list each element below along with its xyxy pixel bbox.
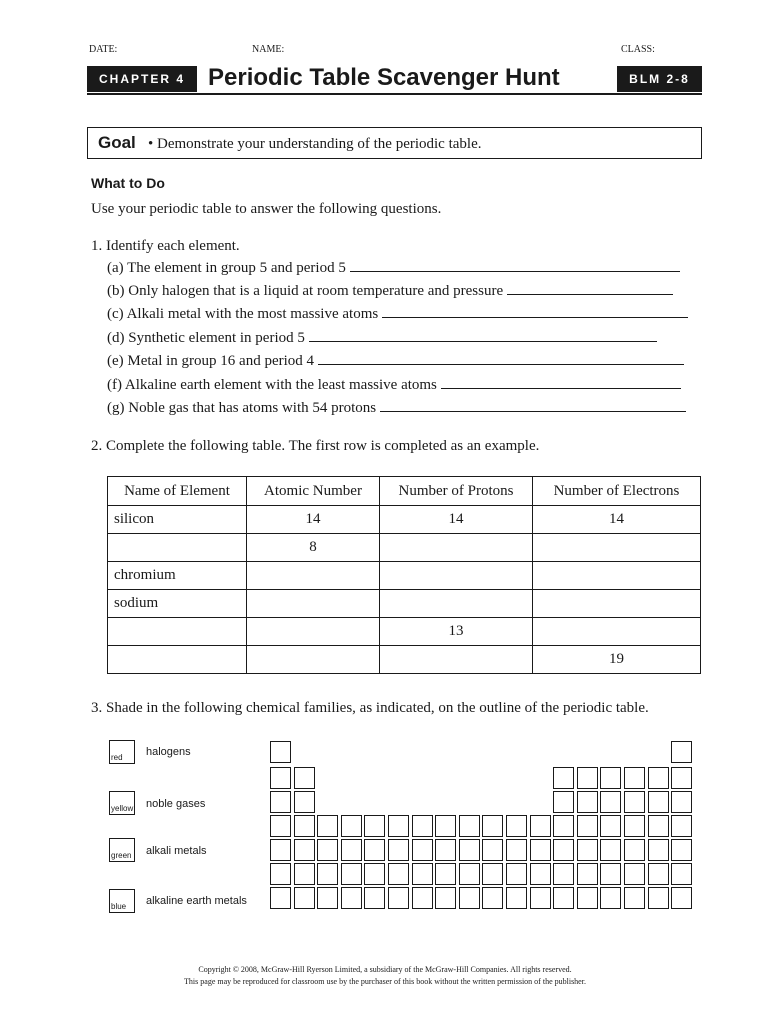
table-cell[interactable] xyxy=(533,534,701,562)
periodic-cell[interactable] xyxy=(648,791,669,813)
periodic-cell[interactable] xyxy=(624,767,645,789)
q1-item-text: (b) Only halogen that is a liquid at room temperature and pressure xyxy=(107,283,504,299)
periodic-cell[interactable] xyxy=(553,887,574,909)
table-cell: silicon xyxy=(108,506,247,534)
legend-color-word: green xyxy=(111,851,132,860)
periodic-cell[interactable] xyxy=(577,791,598,813)
q1-item-text: (g) Noble gas that has atoms with 54 protons xyxy=(107,400,377,416)
table-row xyxy=(108,646,701,674)
periodic-cell[interactable] xyxy=(671,839,692,861)
table-cell: chromium xyxy=(108,562,247,590)
table-cell: sodium xyxy=(108,590,247,618)
periodic-cell[interactable] xyxy=(412,887,433,909)
goal-text: • Demonstrate your understanding of the periodic table. xyxy=(148,136,482,152)
periodic-cell[interactable] xyxy=(294,863,315,885)
periodic-cell[interactable] xyxy=(482,887,503,909)
periodic-cell[interactable] xyxy=(459,863,480,885)
q1-item-text: (f) Alkaline earth element with the least massive atoms xyxy=(107,377,437,393)
class-label: CLASS: xyxy=(621,44,655,55)
periodic-cell[interactable] xyxy=(671,767,692,789)
periodic-cell[interactable] xyxy=(459,815,480,837)
element-table xyxy=(107,476,701,674)
periodic-cell[interactable] xyxy=(341,887,362,909)
legend-swatch-yellow[interactable] xyxy=(109,791,135,815)
table-row xyxy=(108,590,701,618)
periodic-cell[interactable] xyxy=(624,815,645,837)
periodic-cell[interactable] xyxy=(294,887,315,909)
table-row xyxy=(108,562,701,590)
periodic-cell[interactable] xyxy=(388,839,409,861)
periodic-cell[interactable] xyxy=(624,791,645,813)
periodic-cell[interactable] xyxy=(600,815,621,837)
answer-blank[interactable] xyxy=(350,259,680,272)
periodic-cell[interactable] xyxy=(294,791,315,813)
periodic-cell[interactable] xyxy=(364,839,385,861)
periodic-cell[interactable] xyxy=(435,887,456,909)
legend-label: alkali metals xyxy=(146,845,207,857)
periodic-cell[interactable] xyxy=(577,815,598,837)
periodic-cell[interactable] xyxy=(530,887,551,909)
periodic-cell[interactable] xyxy=(553,815,574,837)
periodic-cell[interactable] xyxy=(412,839,433,861)
periodic-cell[interactable] xyxy=(553,839,574,861)
table-cell: 19 xyxy=(533,646,701,674)
periodic-cell[interactable] xyxy=(388,863,409,885)
periodic-cell[interactable] xyxy=(317,839,338,861)
periodic-cell[interactable] xyxy=(671,887,692,909)
table-cell[interactable] xyxy=(533,562,701,590)
periodic-cell[interactable] xyxy=(270,767,291,789)
periodic-cell[interactable] xyxy=(317,887,338,909)
table-cell[interactable] xyxy=(108,618,247,646)
periodic-cell[interactable] xyxy=(530,839,551,861)
q1-item xyxy=(107,305,688,323)
column-header: Atomic Number xyxy=(247,477,380,506)
periodic-cell[interactable] xyxy=(624,839,645,861)
q1-item xyxy=(107,329,657,347)
table-cell: 14 xyxy=(533,506,701,534)
periodic-cell[interactable] xyxy=(317,863,338,885)
q1-item xyxy=(107,259,680,277)
periodic-cell[interactable] xyxy=(459,887,480,909)
periodic-cell[interactable] xyxy=(648,839,669,861)
periodic-cell[interactable] xyxy=(671,863,692,885)
periodic-cell[interactable] xyxy=(270,791,291,813)
periodic-cell[interactable] xyxy=(648,815,669,837)
periodic-cell[interactable] xyxy=(600,863,621,885)
table-cell[interactable] xyxy=(380,646,533,674)
periodic-cell[interactable] xyxy=(270,839,291,861)
goal-label: Goal xyxy=(98,133,136,152)
column-header: Number of Electrons xyxy=(533,477,701,506)
legend-color-word: yellow xyxy=(111,804,134,813)
q1-item-text: (e) Metal in group 16 and period 4 xyxy=(107,353,315,369)
name-label: NAME: xyxy=(252,44,285,55)
q1-item xyxy=(107,352,684,370)
table-cell[interactable] xyxy=(533,618,701,646)
periodic-cell[interactable] xyxy=(270,815,291,837)
periodic-cell[interactable] xyxy=(648,767,669,789)
periodic-cell[interactable] xyxy=(553,767,574,789)
periodic-cell[interactable] xyxy=(270,863,291,885)
periodic-cell[interactable] xyxy=(270,887,291,909)
periodic-cell[interactable] xyxy=(294,815,315,837)
q1-item xyxy=(107,282,673,300)
table-cell[interactable] xyxy=(247,562,380,590)
table-cell: 14 xyxy=(380,506,533,534)
q1-item xyxy=(107,376,681,394)
periodic-cell[interactable] xyxy=(577,863,598,885)
legend-color-word: red xyxy=(111,753,123,762)
q1-item-text: (c) Alkali metal with the most massive atoms xyxy=(107,306,379,322)
table-header-row xyxy=(108,477,701,506)
periodic-cell[interactable] xyxy=(388,815,409,837)
answer-blank[interactable] xyxy=(382,305,688,318)
periodic-cell[interactable] xyxy=(270,741,291,763)
periodic-cell[interactable] xyxy=(459,839,480,861)
legend-label: halogens xyxy=(146,746,191,758)
legend-swatch-green[interactable] xyxy=(109,838,135,862)
table-cell: 8 xyxy=(247,534,380,562)
periodic-cell[interactable] xyxy=(294,767,315,789)
periodic-cell[interactable] xyxy=(506,863,527,885)
periodic-cell[interactable] xyxy=(435,839,456,861)
answer-blank[interactable] xyxy=(441,376,681,389)
what-to-do-heading: What to Do xyxy=(91,175,165,191)
periodic-cell[interactable] xyxy=(577,839,598,861)
periodic-cell[interactable] xyxy=(317,815,338,837)
periodic-cell[interactable] xyxy=(530,815,551,837)
periodic-cell[interactable] xyxy=(435,815,456,837)
periodic-cell[interactable] xyxy=(624,863,645,885)
periodic-cell[interactable] xyxy=(671,791,692,813)
table-row xyxy=(108,506,701,534)
table-cell[interactable] xyxy=(380,590,533,618)
blm-badge: BLM 2-8 xyxy=(617,66,702,92)
table-row xyxy=(108,618,701,646)
periodic-cell[interactable] xyxy=(506,815,527,837)
answer-blank[interactable] xyxy=(318,352,684,365)
periodic-cell[interactable] xyxy=(412,815,433,837)
periodic-cell[interactable] xyxy=(600,839,621,861)
periodic-cell[interactable] xyxy=(506,839,527,861)
q3-prompt: 3. Shade in the following chemical families, as indicated, on the outline of the periodic table. xyxy=(91,700,649,716)
table-cell[interactable] xyxy=(247,590,380,618)
periodic-cell[interactable] xyxy=(600,791,621,813)
periodic-cell[interactable] xyxy=(364,887,385,909)
intro-text: Use your periodic table to answer the following questions. xyxy=(91,201,442,217)
periodic-cell[interactable] xyxy=(600,767,621,789)
periodic-cell[interactable] xyxy=(341,815,362,837)
legend-color-word: blue xyxy=(111,902,127,911)
periodic-cell[interactable] xyxy=(648,863,669,885)
periodic-cell[interactable] xyxy=(482,839,503,861)
periodic-cell[interactable] xyxy=(671,741,692,763)
table-cell[interactable] xyxy=(247,618,380,646)
periodic-cell[interactable] xyxy=(553,791,574,813)
answer-blank[interactable] xyxy=(380,399,686,412)
table-cell[interactable] xyxy=(380,562,533,590)
answer-blank[interactable] xyxy=(507,282,673,295)
legend-swatch-red[interactable] xyxy=(109,740,135,764)
table-cell[interactable] xyxy=(108,646,247,674)
periodic-cell[interactable] xyxy=(648,887,669,909)
table-cell[interactable] xyxy=(533,590,701,618)
q2-prompt: 2. Complete the following table. The first row is completed as an example. xyxy=(91,438,540,454)
periodic-cell[interactable] xyxy=(294,839,315,861)
table-cell[interactable] xyxy=(247,646,380,674)
table-row xyxy=(108,534,701,562)
periodic-cell[interactable] xyxy=(600,887,621,909)
periodic-cell[interactable] xyxy=(364,815,385,837)
legend-label: noble gases xyxy=(146,798,206,810)
periodic-cell[interactable] xyxy=(506,887,527,909)
q1-item-text: (a) The element in group 5 and period 5 xyxy=(107,260,346,276)
table-cell[interactable] xyxy=(108,534,247,562)
periodic-cell[interactable] xyxy=(624,887,645,909)
date-label: DATE: xyxy=(89,44,118,55)
periodic-cell[interactable] xyxy=(577,767,598,789)
page-title: Periodic Table Scavenger Hunt xyxy=(208,64,560,91)
q1-item-text: (d) Synthetic element in period 5 xyxy=(107,330,305,346)
q1-prompt: 1. Identify each element. xyxy=(91,238,240,254)
periodic-cell[interactable] xyxy=(364,863,385,885)
table-cell: 13 xyxy=(380,618,533,646)
legend-label: alkaline earth metals xyxy=(146,895,247,907)
periodic-cell[interactable] xyxy=(671,815,692,837)
table-cell[interactable] xyxy=(380,534,533,562)
column-header: Number of Protons xyxy=(380,477,533,506)
periodic-cell[interactable] xyxy=(412,863,433,885)
periodic-cell[interactable] xyxy=(530,863,551,885)
table-cell: 14 xyxy=(247,506,380,534)
permission-line: This page may be reproduced for classroom use by the purchaser of this book without the written permission of the publisher. xyxy=(184,977,586,986)
q1-item xyxy=(107,399,686,417)
legend-swatch-blue[interactable] xyxy=(109,889,135,913)
periodic-cell[interactable] xyxy=(482,815,503,837)
periodic-cell[interactable] xyxy=(482,863,503,885)
answer-blank[interactable] xyxy=(309,329,657,342)
copyright-line: Copyright © 2008, McGraw-Hill Ryerson Limited, a subsidiary of the McGraw-Hill Companies. All rights reserved. xyxy=(198,965,572,974)
periodic-cell[interactable] xyxy=(577,887,598,909)
column-header: Name of Element xyxy=(108,477,247,506)
periodic-cell[interactable] xyxy=(553,863,574,885)
periodic-cell[interactable] xyxy=(388,887,409,909)
periodic-cell[interactable] xyxy=(341,863,362,885)
periodic-cell[interactable] xyxy=(341,839,362,861)
periodic-cell[interactable] xyxy=(435,863,456,885)
title-rule xyxy=(87,93,702,95)
chapter-badge: CHAPTER 4 xyxy=(87,66,197,92)
